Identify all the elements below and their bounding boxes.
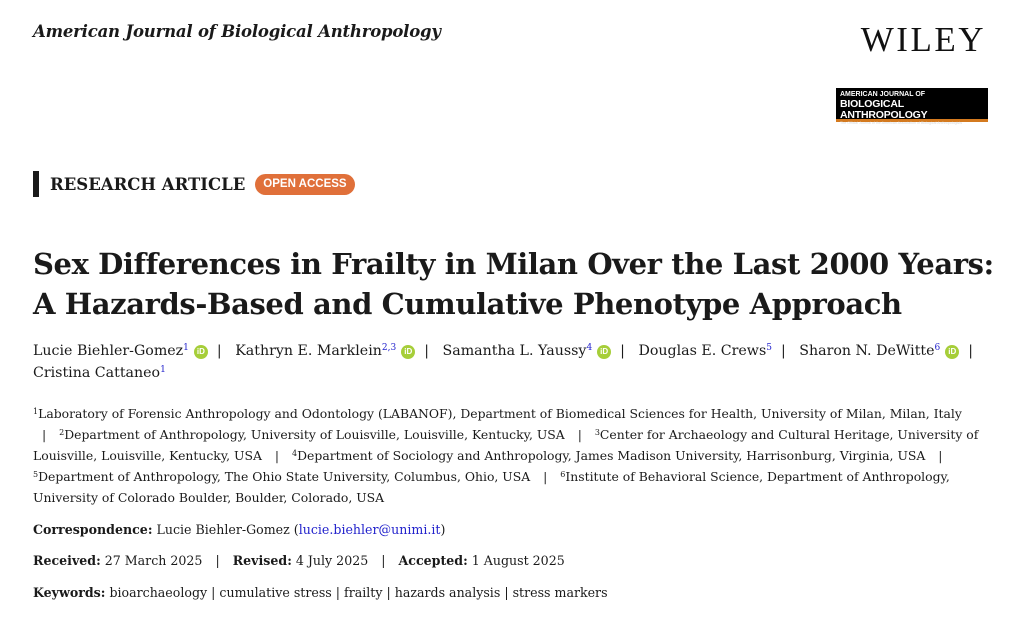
author-separator: | bbox=[216, 343, 222, 359]
affiliations bbox=[33, 403, 983, 508]
affiliation-text: Department of Anthropology, The Ohio State University, Columbus, Ohio, USA bbox=[38, 469, 531, 484]
author-separator: | bbox=[620, 343, 625, 359]
accepted-date: 1 August 2025 bbox=[471, 553, 565, 568]
orcid-icon[interactable]: iD bbox=[597, 345, 611, 359]
author-name: Lucie Biehler-Gomez bbox=[33, 343, 184, 359]
author-name: Samantha L. Yaussy bbox=[442, 343, 587, 359]
author bbox=[235, 343, 415, 359]
correspondence-label: Correspondence: bbox=[33, 522, 153, 537]
affiliation-text: Laboratory of Forensic Anthropology and Odontology (LABANOF), Department of Biomedical Sciences for Health, University of Milan, Milan, Italy bbox=[38, 406, 962, 421]
affiliation-text: Department of Anthropology, University of Louisville, Louisville, Kentucky, USA bbox=[64, 427, 565, 442]
affiliation-separator: | bbox=[577, 427, 582, 442]
affiliation-separator: | bbox=[42, 427, 47, 442]
author-affiliation-ref[interactable]: 5 bbox=[766, 343, 772, 353]
author-affiliation-ref[interactable]: 4 bbox=[586, 343, 593, 353]
affiliation-separator: | bbox=[543, 469, 548, 484]
received-date: 27 March 2025 bbox=[104, 553, 203, 568]
keyword[interactable]: cumulative stress bbox=[219, 585, 332, 600]
affiliation-number: 4 bbox=[292, 449, 298, 458]
badge-line-1: AMERICAN JOURNAL OF bbox=[840, 91, 926, 98]
affiliation-text: Department of Sociology and Anthropology, James Madison University, Harrisonburg, Virginia, USA bbox=[297, 448, 926, 463]
badge-line-3: The Official Journal of the American Association of Biological Anthropologists bbox=[840, 121, 962, 125]
article-type-bar bbox=[33, 171, 39, 197]
affiliation-number: 1 bbox=[33, 407, 39, 416]
affiliation-separator: | bbox=[274, 448, 280, 463]
author-list bbox=[33, 340, 1003, 384]
author-affiliation-ref[interactable]: 6 bbox=[934, 343, 941, 353]
article-type: RESEARCH ARTICLE bbox=[50, 174, 246, 194]
open-access-badge: OPEN ACCESS bbox=[255, 174, 354, 195]
journal-name: American Journal of Biological Anthropology bbox=[33, 22, 441, 41]
affiliation-separator: | bbox=[938, 448, 943, 463]
author-name: Sharon N. DeWitte bbox=[799, 343, 935, 359]
correspondence-email-link[interactable]: lucie.biehler@unimi.it bbox=[298, 522, 441, 537]
author-name: Cristina Cattaneo bbox=[33, 365, 161, 381]
author-affiliation-ref[interactable]: 1 bbox=[183, 343, 189, 353]
accepted-label: Accepted: bbox=[398, 553, 468, 568]
author-separator: | bbox=[780, 343, 786, 359]
keywords bbox=[33, 585, 608, 600]
author-affiliation-ref[interactable]: 1 bbox=[160, 365, 166, 375]
affiliation-number: 2 bbox=[59, 428, 65, 437]
keywords-label: Keywords: bbox=[33, 585, 106, 600]
correspondence: Correspondence: Lucie Biehler-Gomez (lucie.biehler@unimi.it) bbox=[33, 522, 446, 537]
date-separator: | bbox=[215, 553, 220, 568]
keyword[interactable]: stress markers bbox=[512, 585, 608, 600]
keyword[interactable]: frailty bbox=[344, 585, 383, 600]
author bbox=[33, 343, 208, 359]
date-separator: | bbox=[381, 553, 386, 568]
author bbox=[443, 343, 612, 359]
article-dates bbox=[33, 553, 565, 568]
keyword-separator: | bbox=[211, 585, 216, 600]
badge-line-2: BIOLOGICAL ANTHROPOLOGY bbox=[840, 98, 928, 121]
journal-cover-badge bbox=[836, 88, 988, 125]
keyword[interactable]: hazards analysis bbox=[394, 585, 501, 600]
affiliation-text: Institute of Behavioral Science, Department of Anthropology, University of Colorado Boulder, Boulder, Colorado, USA bbox=[33, 469, 950, 505]
keyword-separator: | bbox=[335, 585, 341, 600]
author bbox=[799, 343, 959, 359]
author bbox=[33, 365, 166, 381]
revised-label: Revised: bbox=[232, 553, 292, 568]
author bbox=[638, 343, 772, 359]
affiliation-number: 3 bbox=[594, 428, 600, 437]
publisher-logo: WILEY bbox=[860, 20, 986, 59]
affiliation-text: Center for Archaeology and Cultural Heritage, University of Louisville, Louisville, Kentucky, USA bbox=[33, 427, 979, 463]
correspondence-name: Lucie Biehler-Gomez bbox=[156, 522, 290, 537]
received-label: Received: bbox=[33, 553, 101, 568]
orcid-icon[interactable]: iD bbox=[194, 345, 208, 359]
keyword[interactable]: bioarchaeology bbox=[109, 585, 208, 600]
affiliation-number: 6 bbox=[560, 470, 566, 479]
author-separator: | bbox=[968, 343, 974, 359]
affiliation-number: 5 bbox=[33, 470, 39, 479]
author-name: Kathryn E. Marklein bbox=[235, 343, 382, 359]
revised-date: 4 July 2025 bbox=[295, 553, 369, 568]
author-name: Douglas E. Crews bbox=[638, 343, 767, 359]
keyword-separator: | bbox=[504, 585, 509, 600]
author-separator: | bbox=[424, 343, 429, 359]
orcid-icon[interactable]: iD bbox=[401, 345, 415, 359]
article-type-row bbox=[33, 171, 355, 197]
author-affiliation-ref[interactable]: 2,3 bbox=[381, 343, 397, 353]
article-title: Sex Differences in Frailty in Milan Over the Last 2000 Years: A Hazards-Based and Cumulative Phenotype Approach bbox=[33, 247, 994, 321]
keyword-separator: | bbox=[386, 585, 391, 600]
orcid-icon[interactable]: iD bbox=[945, 345, 959, 359]
